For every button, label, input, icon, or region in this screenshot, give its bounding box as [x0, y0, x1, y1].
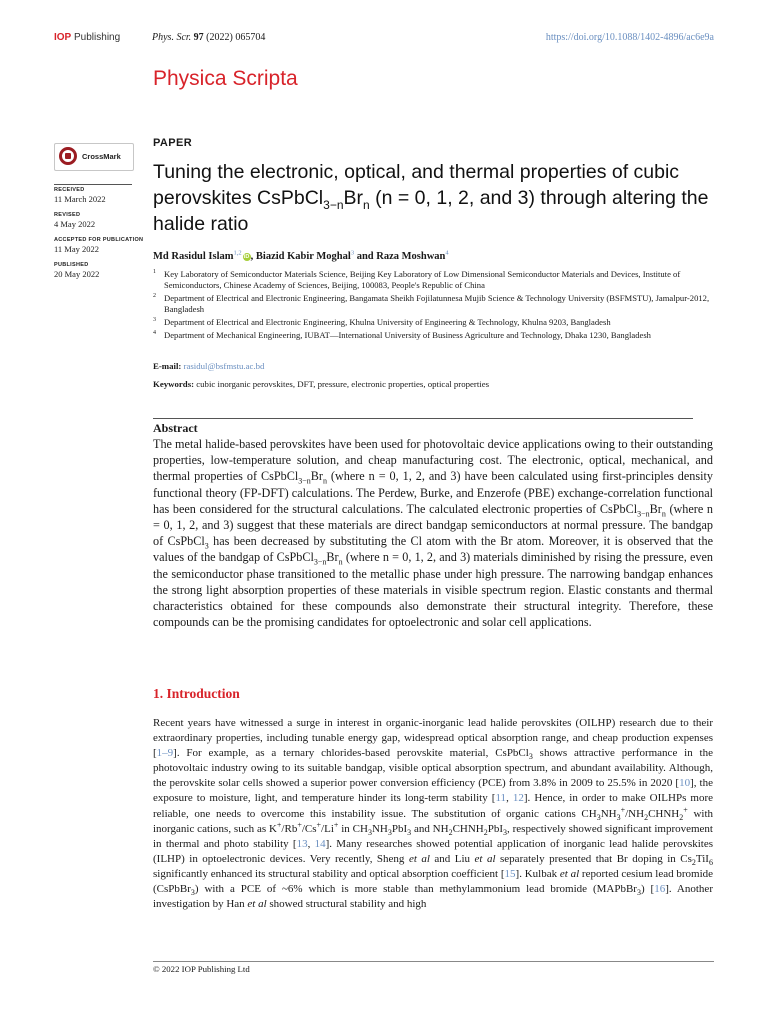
section-heading: 1. Introduction: [153, 686, 240, 701]
reference-link[interactable]: 14: [314, 837, 326, 850]
author-list: Md Rasidul Islam$^{1,2}$iD, Biazid Kabir Moghal$^3$ and Raza Moshwan$^4$: [153, 249, 449, 262]
affiliations: [153, 269, 714, 343]
date-published: PUBLISHED 20 May 2022: [54, 262, 100, 279]
date-revised: REVISED 4 May 2022: [54, 212, 96, 229]
copyright-notice: © 2022 IOP Publishing Ltd: [153, 964, 250, 974]
abstract-divider: [153, 418, 693, 419]
affiliation-item: 4 Department of Mechanical Engineering, IUBAT—International University of Business Agriculture and Technology, Dhaka 1230, Bangladesh: [153, 330, 651, 340]
reference-link[interactable]: 13: [296, 837, 308, 850]
sidebar-divider: [54, 184, 132, 185]
citation: Phys. Scr. 97 (2022) 065704: [152, 32, 266, 43]
reference-link[interactable]: 15: [504, 867, 516, 880]
date-received: RECEIVED 11 March 2022: [54, 187, 106, 204]
keywords: Keywords: cubic inorganic perovskites, DFT, pressure, electronic properties, optical properties: [153, 379, 490, 389]
date-accepted: ACCEPTED FOR PUBLICATION 11 May 2022: [54, 237, 144, 254]
reference-link[interactable]: 11: [495, 792, 507, 805]
author-name[interactable]: Md Rasidul Islam: [153, 251, 234, 262]
abstract-text: The metal halide-based perovskites have been used for photovoltaic device applications owing to their outstanding properties, low-temperature solution, and cheap manufacturing cost. The electronic, optical, mechanical, and thermal properties of $CsPbCl_{3-n}Br_n$ (where n = 0, 1, 2, and 3) have been calculated using first-principles density functional theory (FP-DFT) calculations. The Perdew, Burke, and Enzerofe (PBE) exchange-correlation functional has been considered for the structural calculations. The calculated electronic properties of $CsPbCl_{3-n}Br_n$ (where n = 0, 1, 2, and 3) suggest that these materials are direct bandgap semiconductors at normal pressure. The bandgap of CsPbCl$_3$ has been decreased by substituting the Cl atom with the Br atom. Moreover, it is observed that the values of the bandgap of $CsPbCl_{3-n}Br_n$ (where n = 0, 1, 2, and 3) materials diminished by rising the pressure, even the semiconductor phase transitioned to the metallic phase under high pressure. The narrowing bandgap enhances the strong light absorption properties of these materials in visible spectrum region. Elastic constants and thermal characteristics obtained for these compounds also demonstrate their structural integrity. Therefore, these compounds can be the promising candidates for optoelectronic and solar cell applications.: [153, 437, 713, 630]
email-link[interactable]: rasidul@bsfmstu.ac.bd: [183, 361, 265, 371]
author-name[interactable]: Biazid Kabir Moghal: [255, 251, 351, 262]
running-header: [54, 30, 714, 48]
article-type: PAPER: [153, 137, 193, 149]
reference-link[interactable]: 1–9: [156, 747, 174, 760]
introduction-text: Recent years have witnessed a surge in interest in organic-inorganic lead halide perovskites (OILHP) research due to their extraordinary properties, including tunable energy gap, widespread optical absorption range, and cheap production expenses [1–9]. For example, as a ternary chlorides-based perovskite material, CsPbCl$_3$ shows attractive performance in the photovoltaic industry owing to its suitable bandgap, visible optical absorption spectrum, and abundant availability. Although, the perovskite solar cells showed a superior power conversion efficiency (PCE) from 3.8% in 2009 to 25.5% in 2020 [10], the exposure to moisture, light, and temperature hinder its long-term stability [11, 12]. Hence, in order to make OILHPs more reliable, one needs to overcome this instability issue. The substitution of organic cations $CH_3NH_3^+/NH_2CHNH_2^+$ with inorganic cations, such as K+/Rb+/Cs+/Li+ in $CH_3NH_3PbI_3$ and $NH_2CHNH_2PbI_3$, respectively showed significant improvement in thermal and photo stability [13, 14]. Many researches showed potential application of inorganic lead halide perovskites (ILHP) in optoelectronic devices. Very recently, Sheng et al and Liu et al separately presented that Br doping in $Cs_2TiI_6$ significantly enhanced its structural stability and optical absorption coefficient [15]. Kulbak et al reported cesium lead bromide (CsPbBr$_3$) with a PCE of ~6% which is more stable than methylammonium lead bromide (MAPbBr$_3$) [16]. Another investigation by Han et al showed structural stability and high: [153, 717, 714, 911]
iop-publishing-logo: IOP Publishing: [54, 32, 121, 43]
orcid-icon[interactable]: iD: [243, 254, 250, 260]
journal-name: Physica Scripta: [153, 67, 298, 90]
crossmark-icon: [59, 147, 77, 165]
affiliation-item: 2 Department of Electrical and Electronic Engineering, Bangamata Sheikh Fojilatunnesa Mujib Science & Technology University (BSFMSTU), Jamalpur-2012, Bangladesh: [153, 293, 710, 314]
article-title: Tuning the electronic, optical, and thermal properties of cubic perovskites $CsPbCl_{3-n}Br_n$ (n = 0, 1, 2, and 3) through altering the halide ratio: [153, 161, 709, 235]
footer-divider: [153, 961, 714, 962]
doi-link[interactable]: https://doi.org/10.1088/1402-4896/ac6e9a: [545, 32, 714, 43]
reference-link[interactable]: 12: [512, 792, 524, 805]
author-name[interactable]: Raza Moshwan: [376, 251, 446, 262]
reference-link[interactable]: 10: [679, 777, 691, 790]
crossmark-label: CrossMark: [82, 152, 121, 161]
abstract-heading: Abstract: [153, 421, 198, 435]
reference-link[interactable]: 16: [654, 883, 666, 896]
affiliation-item: 1 Key Laboratory of Semiconductor Materials Science, Beijing Key Laboratory of Low Dimensional Semiconductor Materials and Devices, Institute of Semiconductors, Chinese Academy of Sciences, Beijing, 100083, People's Republic of China: [153, 269, 681, 290]
crossmark-button[interactable]: [54, 143, 134, 171]
affiliation-item: 3 Department of Electrical and Electronic Engineering, Khulna University of Engineering & Technology, Khulna 9203, Bangladesh: [153, 317, 611, 327]
author-email: E-mail: rasidul@bsfmstu.ac.bd: [153, 361, 265, 371]
